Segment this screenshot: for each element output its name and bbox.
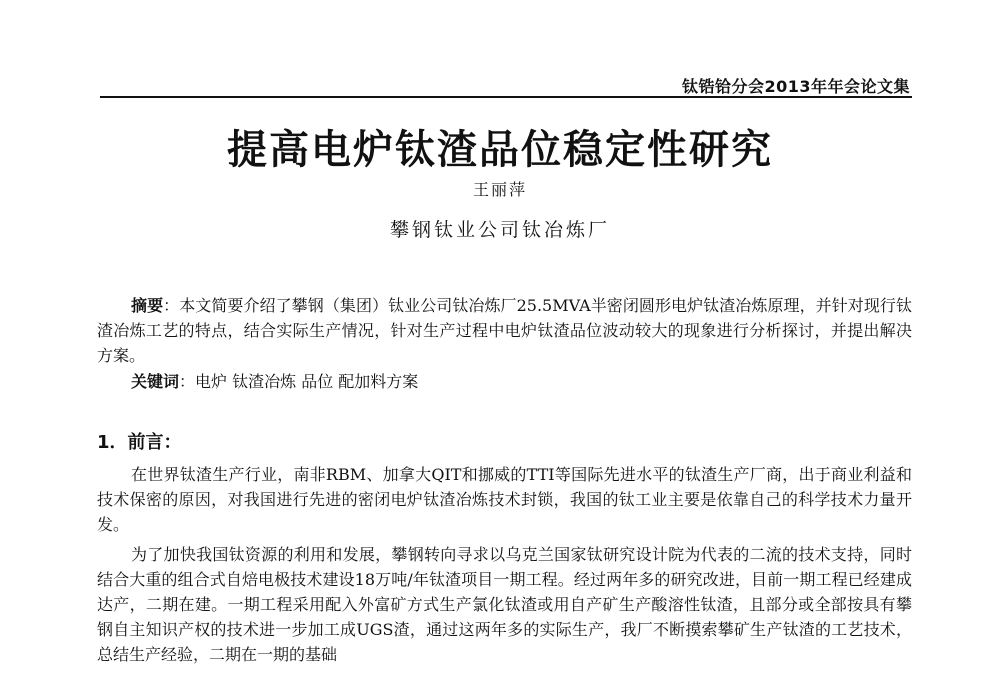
author-name: 王丽萍 [472, 180, 527, 199]
keywords-label: 关键词 [131, 372, 180, 391]
header-rule [100, 96, 912, 98]
abstract-text: 本文简要介绍了攀钢（集团）钛业公司钛冶炼厂25.5MVA半密闭圆形电炉钛渣冶炼原理，并针对现行钛渣冶炼工艺的特点，结合实际生产情况，针对生产过程中电炉钛渣品位波动较大的现象进行分析探讨，并提出解决方案。 [97, 296, 912, 365]
keywords-text: 电炉 钛渣冶炼 品位 配加料方案 [195, 372, 419, 391]
abstract-label: 摘要 [131, 296, 164, 315]
keywords-separator: ： [179, 372, 196, 391]
keywords [97, 369, 912, 394]
running-header-title: 钛锆铪分会2013年年会论文集 [681, 77, 910, 96]
author-affiliation: 攀钢钛业公司钛冶炼厂 [389, 219, 610, 241]
body-paragraph: 为了加快我国钛资源的利用和发展，攀钢转向寻求以乌克兰国家钛研究设计院为代表的二流的技术支持，同时结合大重的组合式自焙电极技术建设18万吨/年钛渣项目一期工程。经过两年多的研究改进，目前一期工程已经建成达产，二期在建。一期工程采用配入外富矿方式生产氯化钛渣或用自产矿生产酸溶性钛渣，且部分或全部按具有攀钢自主知识产权的技术进一步加工成UGS渣，通过这两年多的实际生产，我厂不断摸索攀矿生产钛渣的工艺技术，总结生产经验，二期在一期的基础 [97, 545, 912, 664]
abstract-separator: ： [163, 296, 180, 315]
body-paragraph: 在世界钛渣生产行业，南非RBM、加拿大QIT和挪威的TTI等国际先进水平的钛渣生产厂商，出于商业利益和技术保密的原因，对我国进行先进的密闭电炉钛渣冶炼技术封锁，我国的钛工业主要是依靠自己的科学技术力量开发。 [97, 465, 912, 534]
section-heading-introduction: 1．前言： [97, 432, 182, 453]
abstract [97, 293, 912, 368]
paper-title: 提高电炉钛渣品位稳定性研究 [227, 126, 773, 173]
